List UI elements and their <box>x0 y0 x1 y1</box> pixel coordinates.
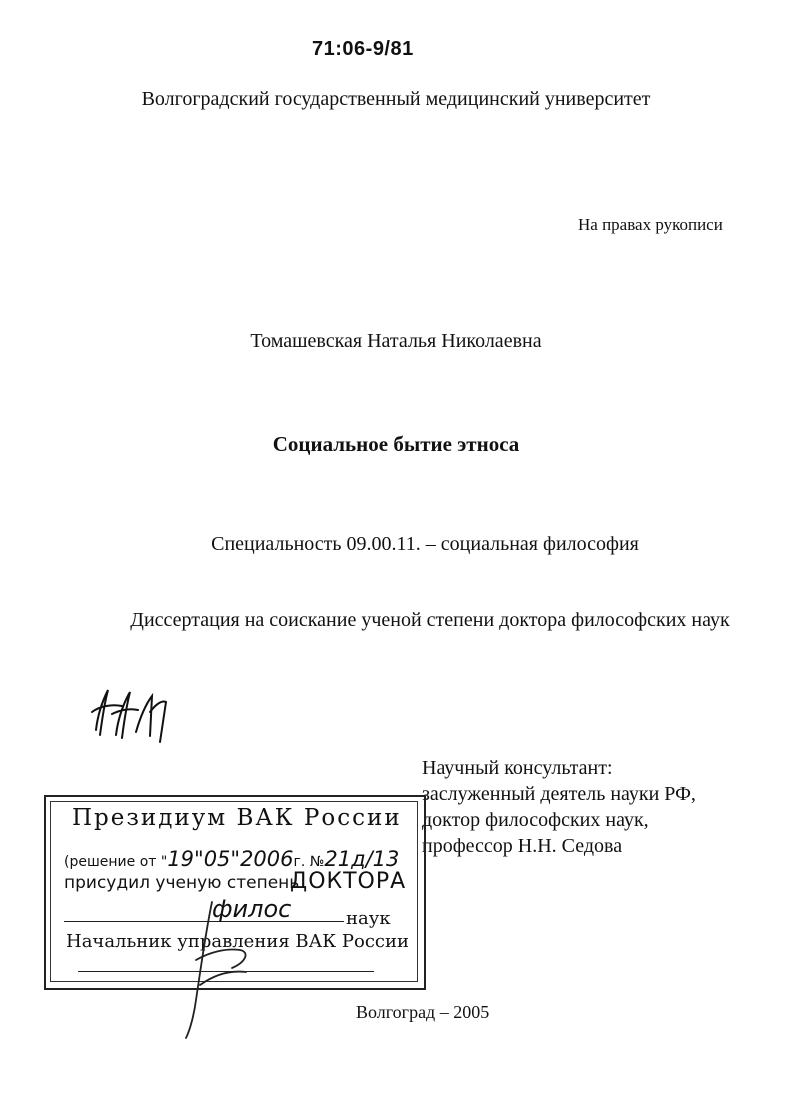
consultant-degree: доктор философских наук, <box>422 809 649 831</box>
author-name: Томашевская Наталья Николаевна <box>250 330 542 352</box>
stamp-sciences: наук <box>346 908 391 929</box>
stamp-decision-number: 21д/13 <box>324 847 400 871</box>
stamp-awarded: присудил ученую степень <box>64 873 300 893</box>
stamp-field: филос <box>212 895 292 923</box>
stamp-decision <box>64 847 399 871</box>
consultant-name: профессор Н.Н. Седова <box>422 835 623 857</box>
consultant-honor: заслуженный деятель науки РФ, <box>422 783 696 805</box>
stamp-title: Президиум ВАК России <box>72 805 402 831</box>
stamp-signature-line <box>78 971 374 972</box>
stamp-field-line <box>64 921 344 922</box>
stamp-degree: ДОКТОРА <box>290 869 407 894</box>
stamp-decision-number-label: г. № <box>293 854 325 870</box>
specialty: Специальность 09.00.11. – социальная философия <box>211 533 639 555</box>
consultant-label: Научный консультант: <box>422 757 613 779</box>
city-year: Волгоград – 2005 <box>356 1002 490 1022</box>
dissertation-degree: Диссертация на соискание ученой степени доктора философских наук <box>130 609 730 631</box>
author-signature <box>92 690 166 742</box>
stamp-head-title: Начальник управления ВАК России <box>66 931 410 952</box>
university-name: Волгоградский государственный медицинский университет <box>141 88 651 110</box>
consultant-block <box>422 755 696 859</box>
registry-number: 71:06-9/81 <box>312 38 414 60</box>
vak-stamp <box>44 795 426 990</box>
stamp-decision-label: (решение от " <box>64 854 168 870</box>
stamp-decision-date: 19"05"2006 <box>167 847 294 871</box>
dissertation-title: Социальное бытие этноса <box>272 432 520 456</box>
rights-notice: На правах рукописи <box>578 215 723 234</box>
